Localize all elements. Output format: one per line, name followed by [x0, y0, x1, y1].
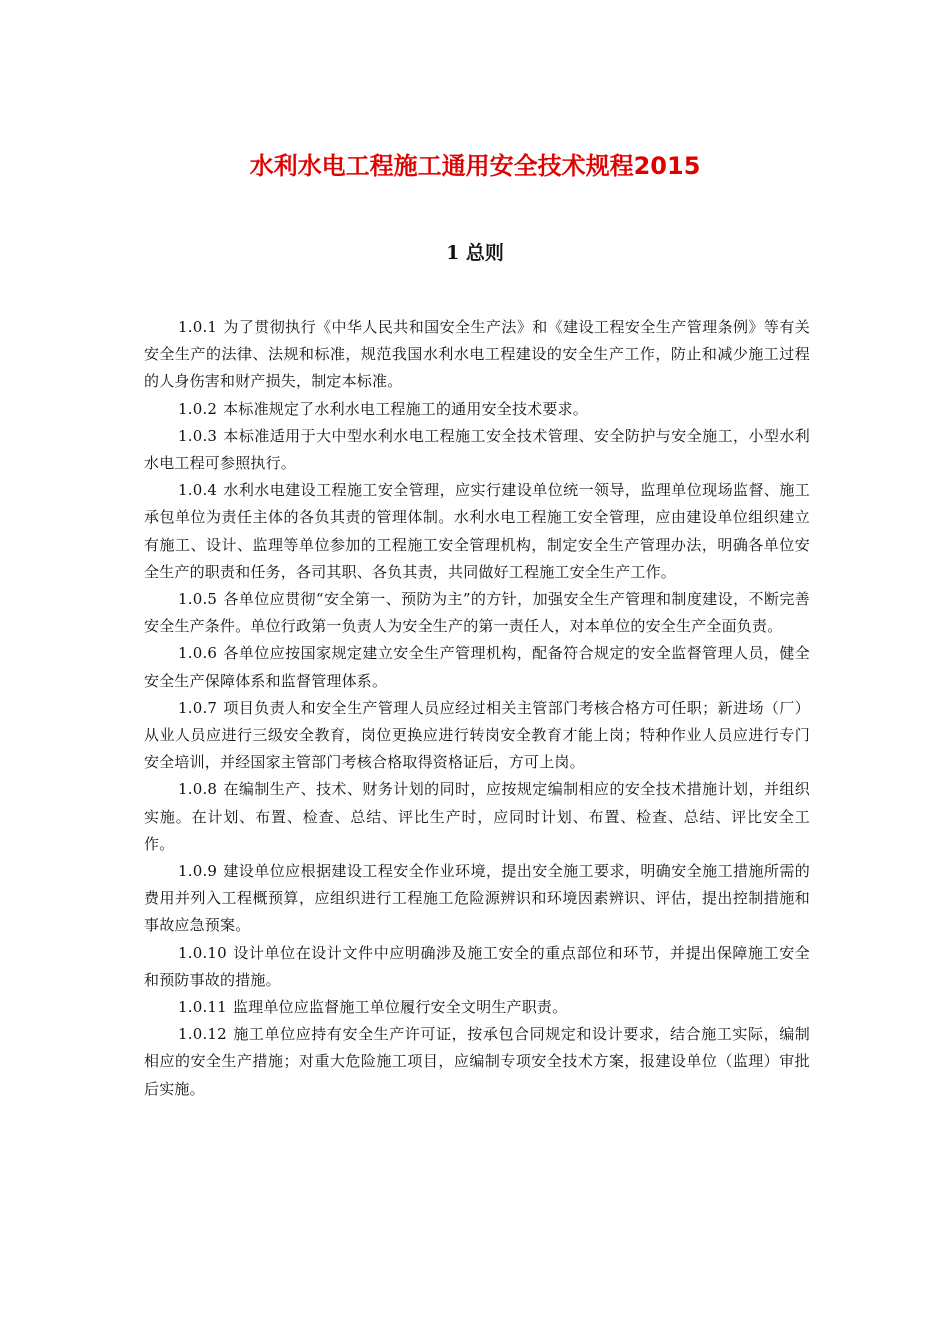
clause-text: 监理单位应监督施工单位履行安全文明生产职责。	[232, 998, 568, 1017]
clause-text: 本标准适用于大中型水利水电工程施工安全技术管理、安全防护与安全施工，小型水利水电工程可参照执行。	[144, 426, 810, 473]
clause-number: 1.0.8	[178, 780, 218, 799]
document-title: 水利水电工程施工通用安全技术规程2015	[249, 152, 701, 180]
clause-paragraph	[144, 586, 810, 640]
clause-text: 为了贯彻执行《中华人民共和国安全生产法》和《建设工程安全生产管理条例》等有关安全生产的法律、法规和标准，规范我国水利水电工程建设的安全生产工作，防止和减少施工过程的人身伤害和财产损失，制定本标准。	[144, 318, 810, 391]
clause-paragraph	[144, 640, 810, 694]
clause-paragraph	[144, 940, 810, 994]
clause-paragraph	[144, 314, 810, 396]
clause-paragraph	[144, 477, 810, 586]
clause-number: 1.0.4	[178, 481, 218, 500]
clause-paragraph	[144, 776, 810, 858]
clause-paragraph	[144, 695, 810, 777]
document-body	[144, 314, 810, 1103]
clause-text: 各单位应按国家规定建立安全生产管理机构，配备符合规定的安全监督管理人员，健全安全生产保障体系和监督管理体系。	[144, 644, 810, 690]
clause-text: 本标准规定了水利水电工程施工的通用安全技术要求。	[223, 399, 588, 418]
clause-text: 施工单位应持有安全生产许可证，按承包合同规定和设计要求，结合施工实际，编制相应的安全生产措施；对重大危险施工项目，应编制专项安全技术方案，报建设单位（监理）审批后实施。	[144, 1025, 810, 1098]
clause-paragraph	[144, 1021, 810, 1103]
clause-number: 1.0.1	[178, 318, 218, 336]
clause-paragraph	[144, 423, 810, 477]
clause-number: 1.0.2	[178, 399, 218, 418]
clause-text: 各单位应贯彻“安全第一、预防为主”的方针，加强安全生产管理和制度建设，不断完善安全生产条件。单位行政第一负责人为安全生产的第一责任人，对本单位的安全生产全面负责。	[144, 590, 810, 636]
clause-number: 1.0.5	[178, 590, 218, 609]
clause-number: 1.0.3	[178, 426, 218, 445]
clause-number: 1.0.12	[178, 1025, 227, 1044]
clause-text: 设计单位在设计文件中应明确涉及施工安全的重点部位和环节，并提出保障施工安全和预防事故的措施。	[144, 943, 810, 989]
clause-number: 1.0.6	[178, 644, 218, 663]
clause-number: 1.0.7	[178, 698, 218, 717]
clause-text: 水利水电建设工程施工安全管理，应实行建设单位统一领导，监理单位现场监督、施工承包单位为责任主体的各负其责的管理体制。水利水电工程施工安全管理，应由建设单位组织建立有施工、设计、监理等单位参加的工程施工安全管理机构，制定安全生产管理办法，明确各单位安全生产的职责和任务，各司其职、各负其责，共同做好工程施工安全生产工作。	[144, 481, 810, 581]
clause-text: 在编制生产、技术、财务计划的同时，应按规定编制相应的安全技术措施计划，并组织实施。在计划、布置、检查、总结、评比生产时，应同时计划、布置、检查、总结、评比安全工作。	[144, 780, 810, 853]
clause-paragraph	[144, 396, 810, 423]
clause-number: 1.0.11	[178, 998, 227, 1017]
clause-paragraph	[144, 994, 810, 1021]
clause-number: 1.0.10	[178, 943, 227, 962]
clause-paragraph	[144, 858, 810, 940]
clause-number: 1.0.9	[178, 862, 218, 881]
clause-text: 项目负责人和安全生产管理人员应经过相关主管部门考核合格方可任职；新进场（厂）从业人员应进行三级安全教育，岗位更换应进行转岗安全教育才能上岗；特种作业人员应进行专门安全培训，并经国家主管部门考核合格取得资格证后，方可上岗。	[144, 698, 810, 772]
clause-text: 建设单位应根据建设工程安全作业环境，提出安全施工要求，明确安全施工措施所需的费用并列入工程概预算，应组织进行工程施工危险源辨识和环境因素辨识、评估，提出控制措施和事故应急预案。	[144, 862, 810, 935]
section-heading: 1 总则	[446, 242, 504, 264]
